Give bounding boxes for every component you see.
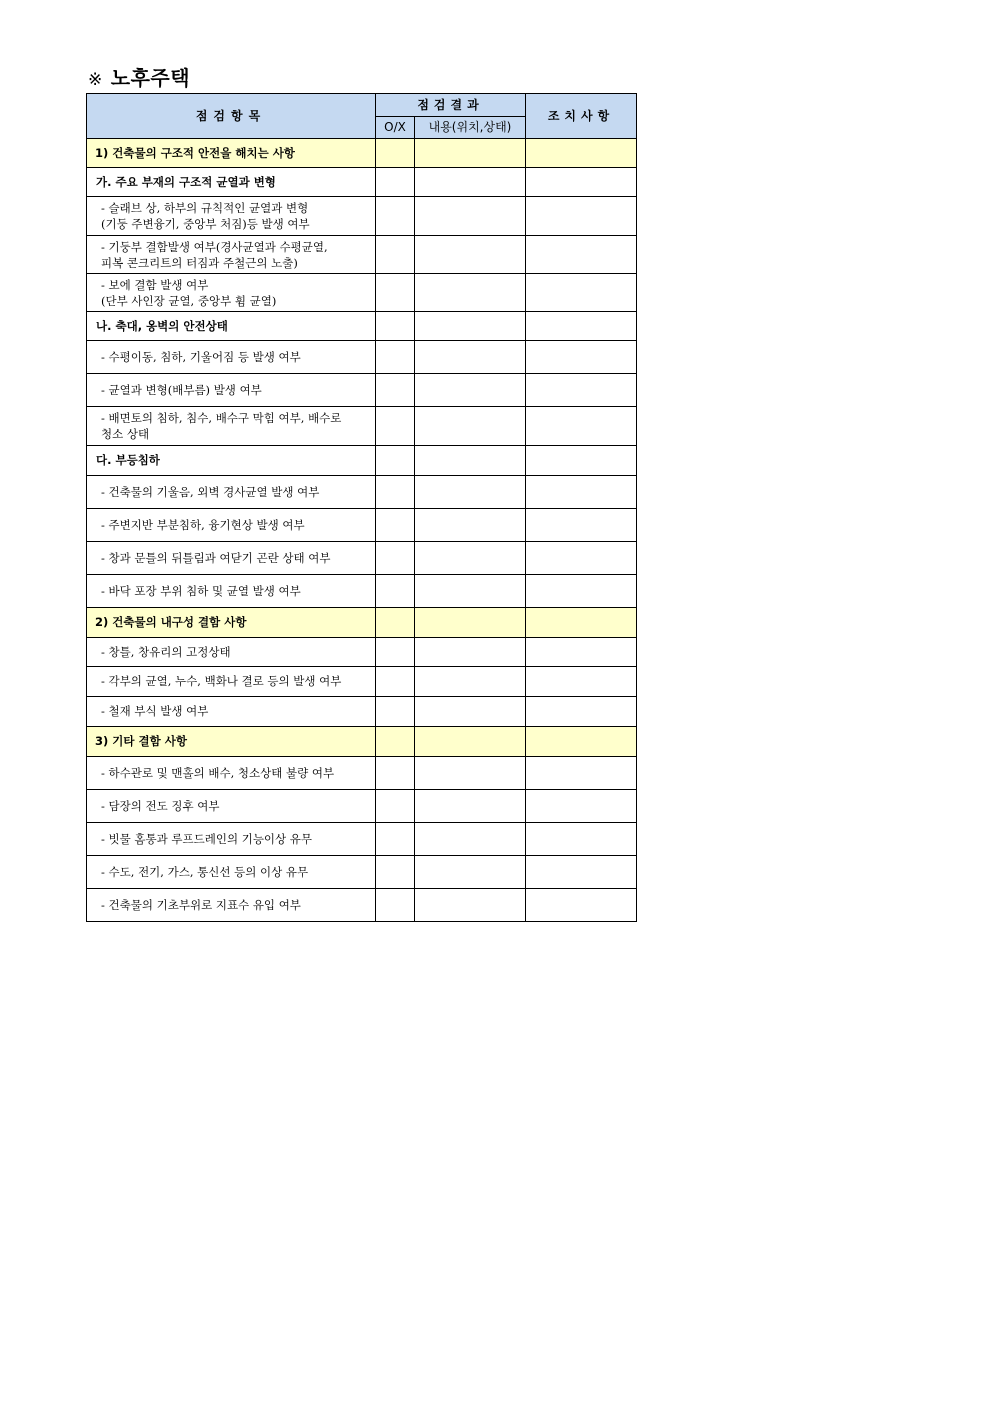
inspection-item-cell: - 빗물 홈통과 루프드레인의 기능이상 유무 — [87, 823, 376, 856]
action-cell[interactable] — [526, 509, 637, 542]
action-cell[interactable] — [526, 341, 637, 374]
content-cell[interactable] — [415, 236, 526, 274]
inspection-item-cell: 나. 축대, 옹벽의 안전상태 — [87, 312, 376, 341]
inspection-item-cell: - 창과 문틀의 뒤틀림과 여닫기 곤란 상태 여부 — [87, 542, 376, 575]
inspection-item-cell: - 수도, 전기, 가스, 통신선 등의 이상 유무 — [87, 856, 376, 889]
ox-cell[interactable] — [376, 638, 415, 667]
action-cell[interactable] — [526, 446, 637, 476]
inspection-item-cell: - 건축물의 기초부위로 지표수 유입 여부 — [87, 889, 376, 922]
content-cell[interactable] — [415, 168, 526, 197]
action-cell[interactable] — [526, 790, 637, 823]
ox-cell[interactable] — [376, 889, 415, 922]
ox-cell[interactable] — [376, 757, 415, 790]
inspection-item-cell: - 담장의 전도 징후 여부 — [87, 790, 376, 823]
content-cell[interactable] — [415, 889, 526, 922]
ox-cell[interactable] — [376, 697, 415, 727]
inspection-item-cell: 가. 주요 부재의 구조적 균열과 변형 — [87, 168, 376, 197]
content-cell[interactable] — [415, 790, 526, 823]
table-row — [87, 790, 637, 823]
ox-cell[interactable] — [376, 236, 415, 274]
header-content: 내용(위치,상태) — [415, 117, 526, 139]
ox-cell[interactable] — [376, 312, 415, 341]
table-row — [87, 823, 637, 856]
action-cell[interactable] — [526, 236, 637, 274]
header-row-top — [87, 94, 637, 117]
action-cell[interactable] — [526, 197, 637, 236]
table-row — [87, 407, 637, 446]
action-cell[interactable] — [526, 757, 637, 790]
action-cell[interactable] — [526, 667, 637, 697]
ox-cell[interactable] — [376, 139, 415, 168]
table-row — [87, 542, 637, 575]
reference-mark: ※ — [88, 70, 103, 90]
action-cell[interactable] — [526, 476, 637, 509]
content-cell[interactable] — [415, 341, 526, 374]
action-cell[interactable] — [526, 727, 637, 757]
inspection-item-cell: - 건축물의 기울음, 외벽 경사균열 발생 여부 — [87, 476, 376, 509]
content-cell[interactable] — [415, 446, 526, 476]
header-ox: O/X — [376, 117, 415, 139]
table-row — [87, 476, 637, 509]
inspection-item-cell: - 보에 결함 발생 여부 (단부 사인장 균열, 중앙부 휨 균열) — [87, 274, 376, 312]
content-cell[interactable] — [415, 509, 526, 542]
table-body — [87, 139, 637, 922]
inspection-item-cell: - 슬래브 상, 하부의 규칙적인 균열과 변형 (기둥 주변융기, 중앙부 처짐)등 발생 여부 — [87, 197, 376, 236]
content-cell[interactable] — [415, 667, 526, 697]
inspection-item-cell: - 하수관로 및 맨홀의 배수, 청소상태 불량 여부 — [87, 757, 376, 790]
ox-cell[interactable] — [376, 823, 415, 856]
inspection-item-cell: 다. 부등침하 — [87, 446, 376, 476]
inspection-item-cell: - 균열과 변형(배부름) 발생 여부 — [87, 374, 376, 407]
inspection-item-cell: 3) 기타 결함 사항 — [87, 727, 376, 757]
content-cell[interactable] — [415, 374, 526, 407]
table-row — [87, 197, 637, 236]
ox-cell[interactable] — [376, 446, 415, 476]
content-cell[interactable] — [415, 312, 526, 341]
content-cell[interactable] — [415, 476, 526, 509]
inspection-item-cell: - 수평이동, 침하, 기울어짐 등 발생 여부 — [87, 341, 376, 374]
header-inspection-result: 점검결과 — [376, 94, 526, 117]
ox-cell[interactable] — [376, 542, 415, 575]
page-title-text: 노후주택 — [110, 66, 191, 90]
ox-cell[interactable] — [376, 575, 415, 608]
action-cell[interactable] — [526, 139, 637, 168]
inspection-item-cell: 2) 건축물의 내구성 결함 사항 — [87, 608, 376, 638]
action-cell[interactable] — [526, 823, 637, 856]
subsection-row — [87, 312, 637, 341]
content-cell[interactable] — [415, 608, 526, 638]
content-cell[interactable] — [415, 575, 526, 608]
table-row — [87, 274, 637, 312]
table-row — [87, 856, 637, 889]
action-cell[interactable] — [526, 697, 637, 727]
content-cell[interactable] — [415, 407, 526, 446]
content-cell[interactable] — [415, 823, 526, 856]
section-row — [87, 139, 637, 168]
ox-cell[interactable] — [376, 790, 415, 823]
ox-cell[interactable] — [376, 667, 415, 697]
inspection-item-cell: 1) 건축물의 구조적 안전을 해치는 사항 — [87, 139, 376, 168]
inspection-item-cell: - 각부의 균열, 누수, 백화나 결로 등의 발생 여부 — [87, 667, 376, 697]
action-cell[interactable] — [526, 168, 637, 197]
inspection-item-cell: - 주변지반 부분침하, 융기현상 발생 여부 — [87, 509, 376, 542]
ox-cell[interactable] — [376, 197, 415, 236]
ox-cell[interactable] — [376, 341, 415, 374]
section-row — [87, 727, 637, 757]
ox-cell[interactable] — [376, 509, 415, 542]
content-cell[interactable] — [415, 274, 526, 312]
ox-cell[interactable] — [376, 407, 415, 446]
action-cell[interactable] — [526, 374, 637, 407]
table-row — [87, 889, 637, 922]
inspection-item-cell: - 창틀, 창유리의 고정상태 — [87, 638, 376, 667]
table-row — [87, 341, 637, 374]
inspection-item-cell: - 기둥부 결함발생 여부(경사균열과 수평균열, 피복 콘크리트의 터짐과 주철근의 노출) — [87, 236, 376, 274]
section-row — [87, 608, 637, 638]
table-row — [87, 575, 637, 608]
table-row — [87, 374, 637, 407]
inspection-item-cell: - 철재 부식 발생 여부 — [87, 697, 376, 727]
inspection-table — [86, 93, 637, 922]
content-cell[interactable] — [415, 197, 526, 236]
inspection-item-cell: - 바닥 포장 부위 침하 및 균열 발생 여부 — [87, 575, 376, 608]
ox-cell[interactable] — [376, 168, 415, 197]
ox-cell[interactable] — [376, 374, 415, 407]
page-title — [88, 62, 190, 91]
table-row — [87, 236, 637, 274]
action-cell[interactable] — [526, 575, 637, 608]
table-row — [87, 667, 637, 697]
action-cell[interactable] — [526, 638, 637, 667]
content-cell[interactable] — [415, 727, 526, 757]
action-cell[interactable] — [526, 312, 637, 341]
subsection-row — [87, 168, 637, 197]
content-cell[interactable] — [415, 139, 526, 168]
action-cell[interactable] — [526, 856, 637, 889]
action-cell[interactable] — [526, 889, 637, 922]
action-cell[interactable] — [526, 274, 637, 312]
action-cell[interactable] — [526, 542, 637, 575]
content-cell[interactable] — [415, 542, 526, 575]
subsection-row — [87, 446, 637, 476]
content-cell[interactable] — [415, 757, 526, 790]
action-cell[interactable] — [526, 407, 637, 446]
header-inspection-item: 점검항목 — [87, 94, 376, 139]
inspection-item-cell: - 배면토의 침하, 침수, 배수구 막힘 여부, 배수로 청소 상태 — [87, 407, 376, 446]
ox-cell[interactable] — [376, 856, 415, 889]
header-action-taken: 조치사항 — [526, 94, 637, 139]
action-cell[interactable] — [526, 608, 637, 638]
ox-cell[interactable] — [376, 476, 415, 509]
ox-cell[interactable] — [376, 727, 415, 757]
ox-cell[interactable] — [376, 274, 415, 312]
table-row — [87, 757, 637, 790]
table-row — [87, 509, 637, 542]
content-cell[interactable] — [415, 638, 526, 667]
content-cell[interactable] — [415, 856, 526, 889]
content-cell[interactable] — [415, 697, 526, 727]
ox-cell[interactable] — [376, 608, 415, 638]
table-row — [87, 638, 637, 667]
table-row — [87, 697, 637, 727]
